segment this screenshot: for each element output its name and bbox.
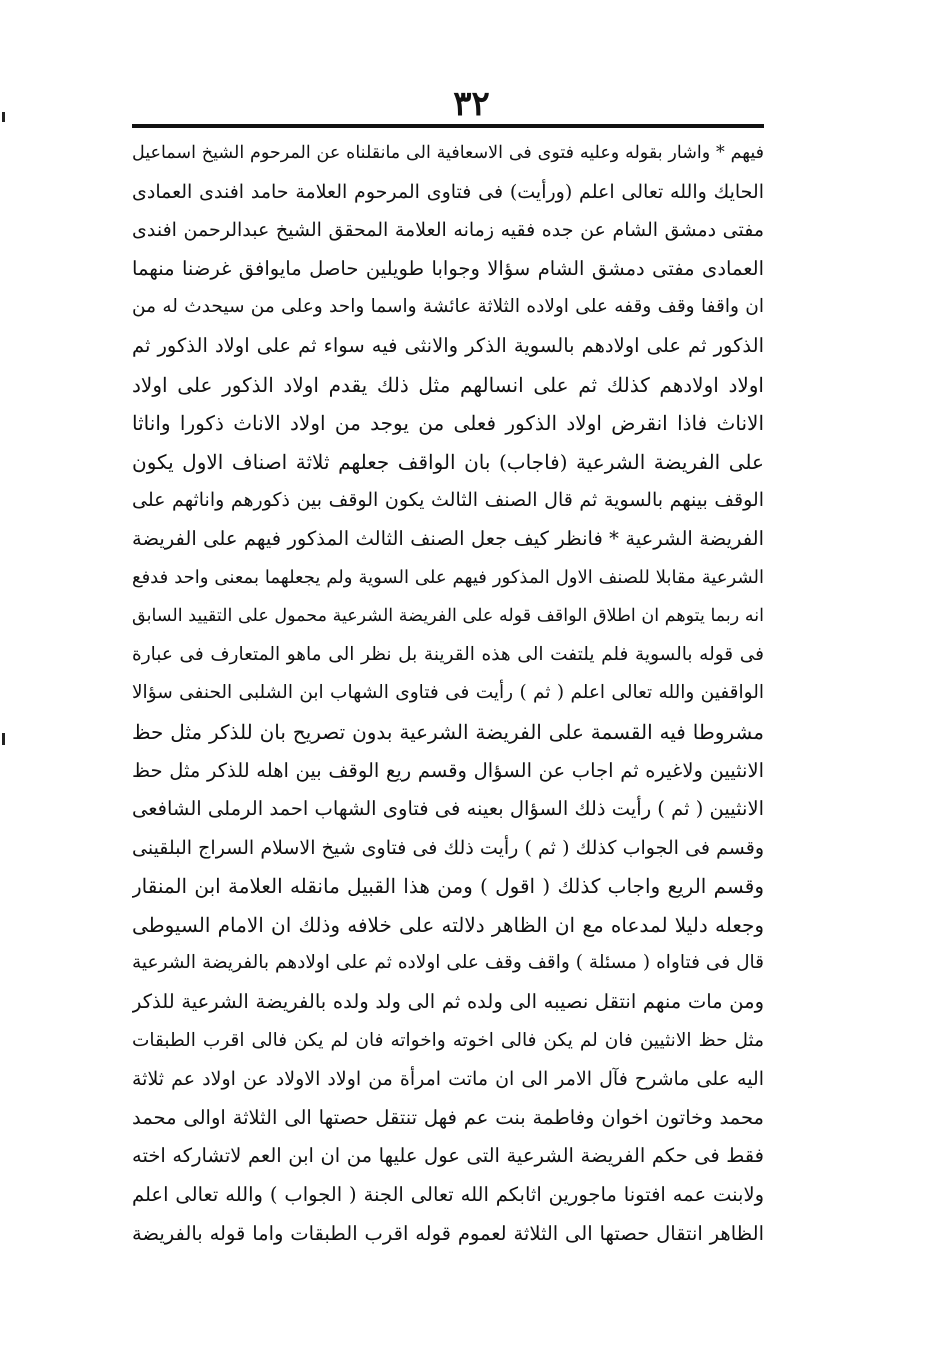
text-line: اليه على ماشرح فآل الامر الى ان ماتت امرأة من اولاد الاولاد عن اولاد عم ثلاثة bbox=[132, 1068, 764, 1091]
text-line: وجعله دليلا لمدعاه مع ان الظاهر دلالته على خلافه وذلك ان الامام السيوطى bbox=[132, 912, 764, 937]
text-line: الانثيين ( ثم ) رأيت ذلك السؤال بعينه فى فتاوى الشهاب احمد الرملى الشافعى bbox=[132, 797, 764, 821]
text-line: الاناث فاذا انقرض اولاد الذكور فعلى من يوجد من اولاد الاناث ذكورا واناثا bbox=[132, 411, 764, 436]
text-line: على الفريضة الشرعية (فاجاب) بان الواقف جعلهم ثلاثة اصناف الاول يكون bbox=[132, 449, 764, 474]
text-line: الواقفين والله تعالى اعلم ( ثم ) رأيت فى فتاوى الشهاب ابن الشلبى الحنفى سؤالا bbox=[132, 682, 764, 704]
text-line: ان واقفا وقف وقفه على اولاده الثلاثة عائشة واسما واحد وعلى من سيحدث له من bbox=[132, 296, 764, 318]
body-text bbox=[132, 134, 764, 1253]
text-line: العمادى مفتى دمشق الشام سؤالا وجوابا طويلين حاصل مايوافق غرضنا منهما bbox=[132, 256, 764, 280]
text-line: مثل حظ الانثيين فان لم يكن فالى اخوته واخواته فان لم يكن فالى اقرب الطبقات bbox=[132, 1029, 764, 1051]
margin-mark-middle bbox=[2, 733, 5, 745]
text-line: الذكور ثم على اولادهم بالسوية الذكر والانثى فيه سواء ثم على اولاد الذكور ثم bbox=[132, 333, 764, 357]
text-line: اولاد اولادهم كذلك ثم على انسالهم مثل ذلك يقدم اولاد الذكور على اولاد bbox=[132, 372, 764, 397]
text-line: الظاهر انتقال حصتها الى الثلاثة لعموم قوله اقرب الطبقات واما قوله بالفريضة bbox=[132, 1221, 764, 1245]
text-line: وقسم الريع واجاب كذلك ( اقول ) ومن هذا القبيل مانقله العلامة ابن المنقار bbox=[132, 874, 764, 899]
text-line: مفتى دمشق الشام عن جده فقيه زمانه العلامة المحقق الشيخ عبدالرحمن افندى bbox=[132, 219, 764, 242]
text-line: الشرعية مقابلا للصنف الاول المذكور فيهم على السوية ولم يجعلهما بمعنى واحد فدفع bbox=[132, 566, 764, 588]
text-line: فيهم * واشار بقوله وعليه فتوى فى الاسعافية الى مانقلناه عن المرحوم الشيخ اسماعيل bbox=[132, 143, 764, 163]
text-line: وقسم فى الجواب كذلك ( ثم ) رأيت ذلك فى فتاوى شيخ الاسلام السراج البلقينى bbox=[132, 836, 764, 859]
text-line: الوقف بينهم بالسوية ثم قال الصنف الثالث يكون الوقف بين ذكورهم واناثهم على bbox=[132, 489, 764, 512]
text-line: قال فى فتاواه ( مسئلة ) واقف وقف على اولاده ثم على اولادهم بالفريضة الشرعية bbox=[132, 952, 764, 974]
page-number: ٣٢ bbox=[453, 84, 490, 124]
text-line: انه ربما يتوهم ان اطلاق الواقف قوله على الفريضة الشرعية محمول على التقييد السابق bbox=[132, 606, 764, 627]
header-rule bbox=[132, 124, 764, 128]
text-line: مشروطا فيه القسمة على الفريضة الشرعية بدون تصريح بان للذكر مثل حظ bbox=[132, 719, 764, 744]
text-line: الحايك والله تعالى اعلم (ورأيت) فى فتاوى المرحوم العلامة حامد افندى العمادى bbox=[132, 180, 764, 203]
text-line: الانثيين ولاغيره ثم اجاب عن السؤال وقسم ريع الوقف بين اهله للذكر مثل حظ bbox=[132, 758, 764, 782]
text-line: ومن مات منهم انتقل نصيبه الى ولده ثم الى ولد ولده بالفريضة الشرعية للذكر bbox=[132, 990, 764, 1014]
text-line: فى قوله بالسوية فلم يلتفت الى هذه القرينة بل نظر الى ماهو المتعارف فى عبارة bbox=[132, 643, 764, 665]
text-line: فقط فى حكم الفريضة الشرعية التى عول عليها من ان ابن العم لاتشاركه اخته bbox=[132, 1144, 764, 1168]
text-line: ولابنت عمه افتونا ماجورين اثابكم الله تعالى الجنة ( الجواب ) والله تعالى اعلم bbox=[132, 1183, 764, 1207]
text-line: الفريضة الشرعية * فانظر كيف جعل الصنف الثالث المذكور فيهم على الفريضة bbox=[132, 526, 764, 550]
text-line: محمد وخاتون اخوان وفاطمة بنت عم فهل تنتقل حصتها الى الثلاثة اوالى محمد bbox=[132, 1105, 764, 1129]
